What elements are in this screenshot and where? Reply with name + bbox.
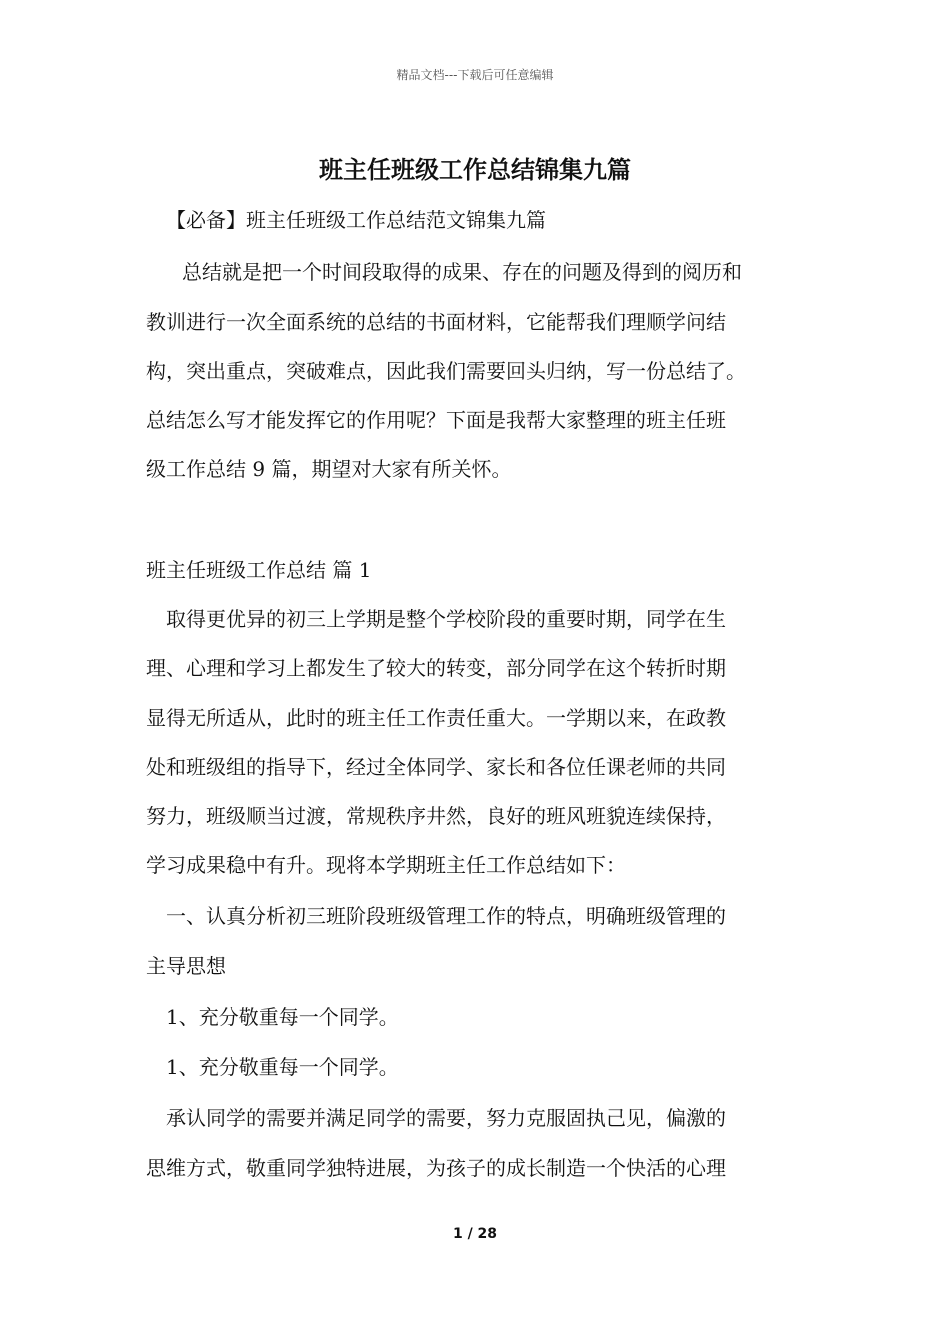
- intro-line-4: 总结怎么写才能发挥它的作用呢？下面是我帮大家整理的班主任班: [146, 408, 726, 432]
- body-line-4: 处和班级组的指导下，经过全体同学、家长和各位任课老师的共同: [146, 755, 726, 779]
- body-line-7: 一、认真分析初三班阶段班级管理工作的特点，明确班级管理的: [166, 904, 726, 928]
- body-line-5: 努力，班级顺当过渡，常规秩序井然，良好的班风班貌连续保持，: [146, 804, 726, 828]
- intro-line-3: 构，突出重点，突破难点，因此我们需要回头归纳，写一份总结了。: [146, 359, 746, 383]
- body-line-3: 显得无所适从，此时的班主任工作责任重大。一学期以来，在政教: [146, 706, 726, 730]
- body-line-9: 1、充分敬重每一个同学。: [166, 1005, 399, 1029]
- intro-line-1: 总结就是把一个时间段取得的成果、存在的问题及得到的阅历和: [182, 260, 742, 284]
- body-line-11: 承认同学的需要并满足同学的需要，努力克服固执己见，偏激的: [166, 1106, 726, 1130]
- section-heading: 班主任班级工作总结 篇 1: [146, 558, 372, 582]
- body-line-2: 理、心理和学习上都发生了较大的转变，部分同学在这个转折时期: [146, 656, 726, 680]
- document-title: 班主任班级工作总结锦集九篇: [319, 155, 631, 184]
- intro-line-5: 级工作总结 9 篇，期望对大家有所关怀。: [146, 457, 512, 481]
- document-subtitle: 【必备】班主任班级工作总结范文锦集九篇: [166, 208, 546, 232]
- page-header-note: 精品文档---下载后可任意编辑: [396, 68, 554, 82]
- body-line-8: 主导思想: [146, 954, 226, 978]
- body-line-10: 1、充分敬重每一个同学。: [166, 1055, 399, 1079]
- body-line-12: 思维方式，敬重同学独特进展，为孩子的成长制造一个快活的心理: [146, 1156, 726, 1180]
- intro-line-2: 教训进行一次全面系统的总结的书面材料，它能帮我们理顺学问结: [146, 310, 726, 334]
- body-line-6: 学习成果稳中有升。现将本学期班主任工作总结如下：: [146, 853, 626, 877]
- page-number: 1 / 28: [452, 1226, 498, 1242]
- body-line-1: 取得更优异的初三上学期是整个学校阶段的重要时期，同学在生: [166, 607, 726, 631]
